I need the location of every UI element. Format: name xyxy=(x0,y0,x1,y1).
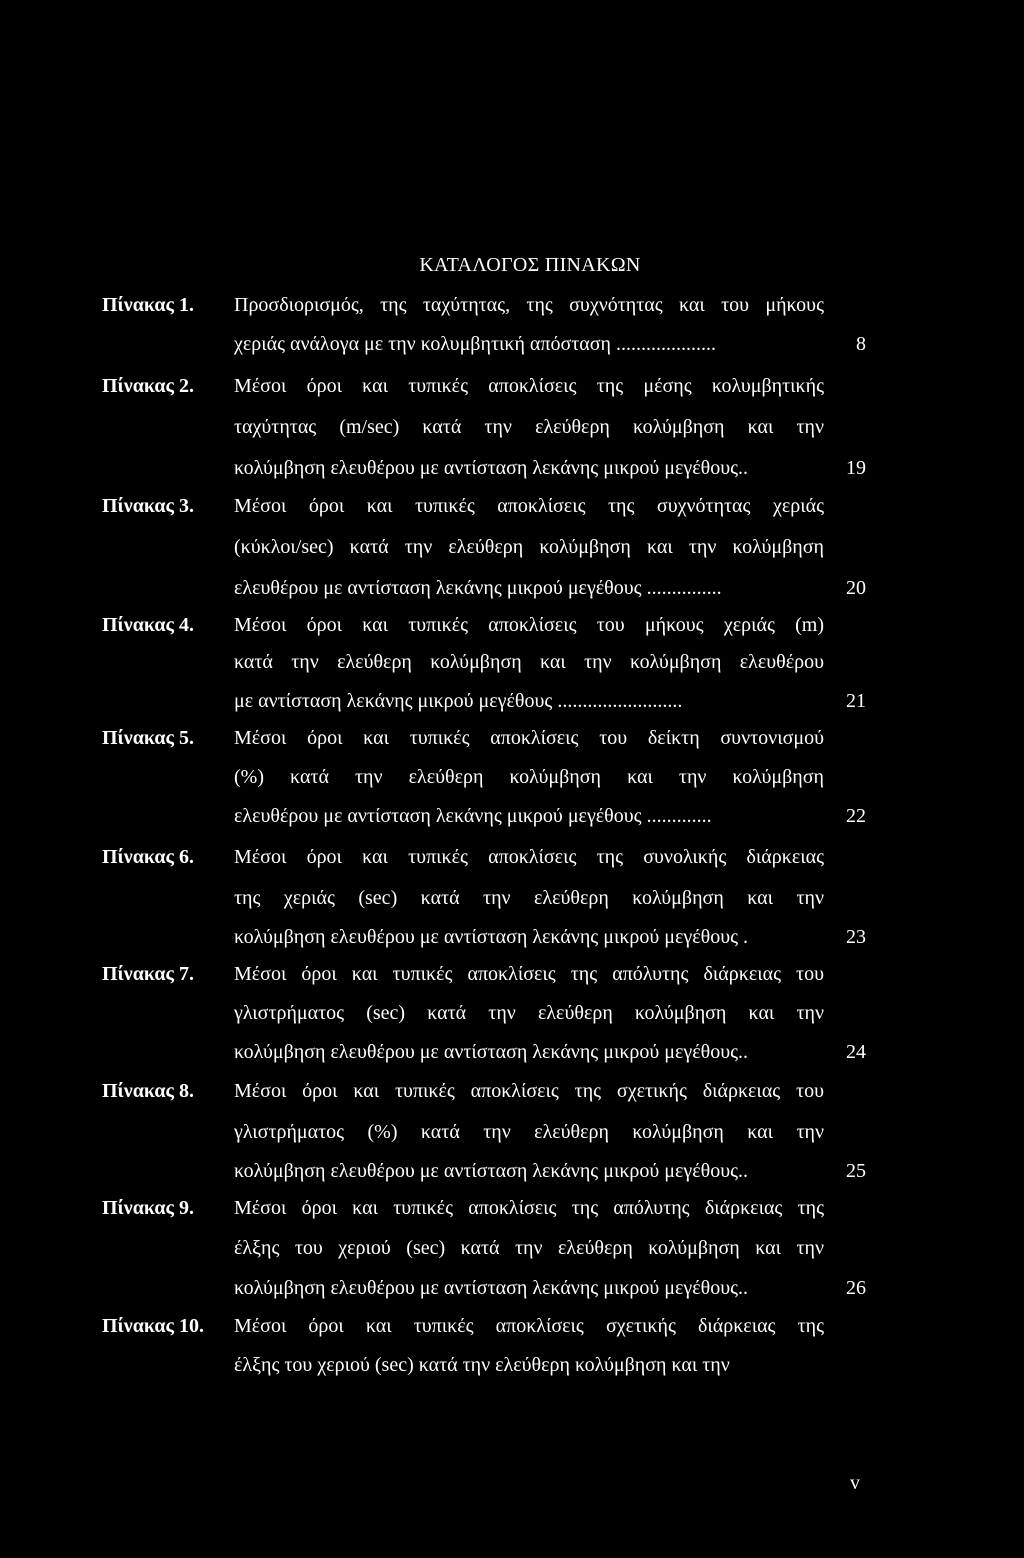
entry-line: κατά την ελεύθερη κολύμβηση και την κολύμβηση ελευθέρου xyxy=(234,651,824,673)
page-number: 21 xyxy=(846,690,866,712)
table-label: Πίνακας 3. xyxy=(102,495,194,517)
entry-line: Μέσοι όροι και τυπικές αποκλίσεις του μήκους χεριάς (m) xyxy=(234,614,824,636)
table-label: Πίνακας 6. xyxy=(102,846,194,868)
entry-line: έλξης του χεριού (sec) κατά την ελεύθερη κολύμβηση και την xyxy=(234,1237,824,1259)
table-label: Πίνακας 8. xyxy=(102,1080,194,1102)
page-number: 26 xyxy=(846,1277,866,1299)
entry-line: ταχύτητας (m/sec) κατά την ελεύθερη κολύμβηση και την xyxy=(234,416,824,438)
table-label: Πίνακας 7. xyxy=(102,963,194,985)
entry-line: Μέσοι όροι και τυπικές αποκλίσεις της απόλυτης διάρκειας της xyxy=(234,1197,824,1219)
entry-line: Μέσοι όροι και τυπικές αποκλίσεις της συχνότητας χεριάς xyxy=(234,495,824,517)
entry-line: (κύκλοι/sec) κατά την ελεύθερη κολύμβηση και την κολύμβηση xyxy=(234,536,824,558)
entry-line: Μέσοι όροι και τυπικές αποκλίσεις του δείκτη συντονισμού xyxy=(234,727,824,749)
entry-line: Μέσοι όροι και τυπικές αποκλίσεις σχετικής διάρκειας της xyxy=(234,1315,824,1337)
page-number: 20 xyxy=(846,577,866,599)
page-number: 23 xyxy=(846,926,866,948)
entry-line: της χεριάς (sec) κατά την ελεύθερη κολύμβηση και την xyxy=(234,887,824,909)
entry-line: χεριάς ανάλογα με την κολυμβητική απόσταση .................... xyxy=(234,333,717,355)
entry-line: (%) κατά την ελεύθερη κολύμβηση και την κολύμβηση xyxy=(234,766,824,788)
footer-page-number: v xyxy=(850,1472,860,1494)
entry-line: κολύμβηση ελευθέρου με αντίσταση λεκάνης μικρού μεγέθους.. xyxy=(234,1160,749,1182)
entry-line: Μέσοι όροι και τυπικές αποκλίσεις της απόλυτης διάρκειας του xyxy=(234,963,824,985)
table-label: Πίνακας 5. xyxy=(102,727,194,749)
page-number: 25 xyxy=(846,1160,866,1182)
page-number: 8 xyxy=(856,333,866,355)
entry-line: με αντίσταση λεκάνης μικρού μεγέθους ......................... xyxy=(234,690,683,712)
entry-line: ελευθέρου με αντίσταση λεκάνης μικρού μεγέθους ............... xyxy=(234,577,722,599)
table-label: Πίνακας 1. xyxy=(102,294,194,316)
entry-line: Προσδιορισμός, της ταχύτητας, της συχνότητας και του μήκους xyxy=(234,294,824,316)
entry-line: γλιστρήματος (%) κατά την ελεύθερη κολύμβηση και την xyxy=(234,1121,824,1143)
entry-line: Μέσοι όροι και τυπικές αποκλίσεις της σχετικής διάρκειας του xyxy=(234,1080,824,1102)
entry-line: Μέσοι όροι και τυπικές αποκλίσεις της συνολικής διάρκειας xyxy=(234,846,824,868)
page-number: 24 xyxy=(846,1041,866,1063)
page-title: ΚΑΤΑΛΟΓΟΣ ΠΙΝΑΚΩΝ xyxy=(419,254,641,276)
entry-line: κολύμβηση ελευθέρου με αντίσταση λεκάνης μικρού μεγέθους.. xyxy=(234,457,749,479)
entry-line: γλιστρήματος (sec) κατά την ελεύθερη κολύμβηση και την xyxy=(234,1002,824,1024)
entry-line: ελευθέρου με αντίσταση λεκάνης μικρού μεγέθους ............. xyxy=(234,805,712,827)
entry-line: έλξης του χεριού (sec) κατά την ελεύθερη κολύμβηση και την xyxy=(234,1354,730,1376)
table-label: Πίνακας 9. xyxy=(102,1197,194,1219)
page-number: 19 xyxy=(846,457,866,479)
table-label: Πίνακας 2. xyxy=(102,375,194,397)
entry-line: κολύμβηση ελευθέρου με αντίσταση λεκάνης μικρού μεγέθους . xyxy=(234,926,749,948)
table-label: Πίνακας 10. xyxy=(102,1315,204,1337)
table-label: Πίνακας 4. xyxy=(102,614,194,636)
entry-line: Μέσοι όροι και τυπικές αποκλίσεις της μέσης κολυμβητικής xyxy=(234,375,824,397)
page-number: 22 xyxy=(846,805,866,827)
entry-line: κολύμβηση ελευθέρου με αντίσταση λεκάνης μικρού μεγέθους.. xyxy=(234,1041,749,1063)
entry-line: κολύμβηση ελευθέρου με αντίσταση λεκάνης μικρού μεγέθους.. xyxy=(234,1277,749,1299)
